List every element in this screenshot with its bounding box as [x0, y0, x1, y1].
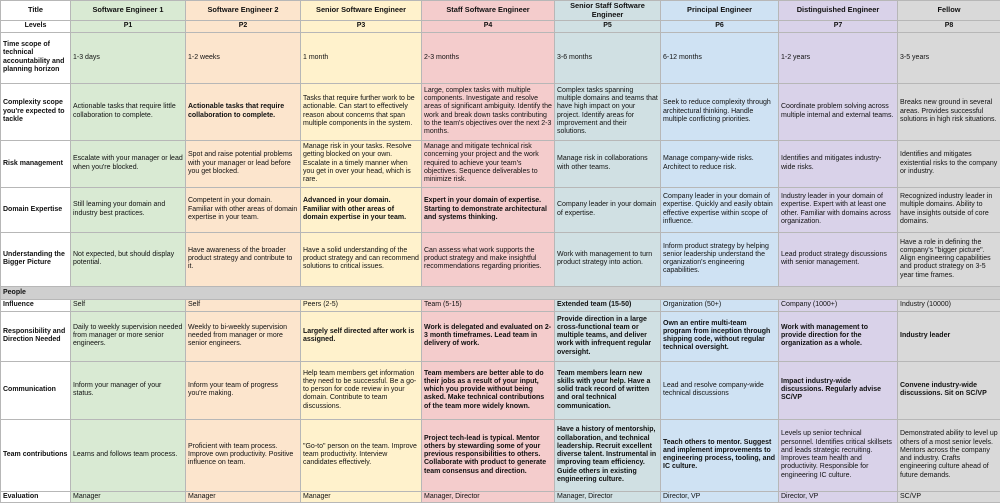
cell-domain: Company leader in your domain of expertise. Quickly and easily obtain effective expertise within scope of influence.	[661, 187, 779, 232]
cell-responsibility: Daily to weekly supervision needed from manager or more senior engineers.	[71, 311, 186, 361]
cell-communication: Lead and resolve company-wide technical discussions	[661, 361, 779, 419]
cell-risk: Manage and mitigate technical risk concerning your project and the work required to achieve your team's objectives. Sequence deliverables to minimize risk.	[422, 140, 555, 187]
row-header: Risk management	[1, 140, 71, 187]
level-code: P2	[186, 21, 301, 32]
cell-domain: Recognized industry leader in multiple domains. Ability to have insights outside of core domains.	[898, 187, 1000, 232]
cell-risk: Manage company-wide risks. Architect to reduce risk.	[661, 140, 779, 187]
cell-evaluation: Manager	[71, 491, 186, 502]
cell-risk: Identifies and mitigates existential risks to the company or industry.	[898, 140, 1000, 187]
level-code: P6	[661, 21, 779, 32]
cell-influence: Peers (2-5)	[301, 299, 422, 311]
cell-communication: Impact industry-wide discussions. Regularly advise SC/VP	[779, 361, 898, 419]
cell-bigger-picture: Have a solid understanding of the product strategy and can recommend solutions to critical issues.	[301, 232, 422, 286]
row-title	[1, 1, 1000, 21]
cell-team-contributions: "Go-to" person on the team. Improve team productivity. Interview candidates effectively.	[301, 419, 422, 491]
cell-team-contributions: Levels up senior technical personnel. Identifies critical skillsets and leads strategic recruiting. Improves team health and productivity. Responsible for engineering IC culture.	[779, 419, 898, 491]
cell-evaluation: Manager, Director	[422, 491, 555, 502]
row-header: Complexity scope you're expected to tackle	[1, 83, 71, 140]
row-header: Responsibility and Direction Needed	[1, 311, 71, 361]
row-responsibility	[1, 311, 1000, 361]
cell-bigger-picture: Not expected, but should display potential.	[71, 232, 186, 286]
cell-responsibility: Work is delegated and evaluated on 2-3 month timeframes. Lead team in delivery of work.	[422, 311, 555, 361]
row-header: Evaluation	[1, 491, 71, 502]
cell-complexity: Complex tasks spanning multiple domains and teams that have high impact on your project. Identify areas for improvement and their solutions.	[555, 83, 661, 140]
row-header: Team contributions	[1, 419, 71, 491]
cell-time-scope: 1 month	[301, 32, 422, 83]
cell-team-contributions: Teach others to mentor. Suggest and implement improvements to engineering process, tooling, and IC culture.	[661, 419, 779, 491]
level-title: Principal Engineer	[661, 1, 779, 21]
row-header: Understanding the Bigger Picture	[1, 232, 71, 286]
cell-complexity: Tasks that require further work to be actionable. Can start to effectively reason about concerns that span multiple components in the system.	[301, 83, 422, 140]
row-team-contributions	[1, 419, 1000, 491]
cell-responsibility: Work with management to provide direction for the organization as a whole.	[779, 311, 898, 361]
cell-risk: Escalate with your manager or lead when you're blocked.	[71, 140, 186, 187]
cell-time-scope: 1-2 weeks	[186, 32, 301, 83]
cell-evaluation: Manager, Director	[555, 491, 661, 502]
level-code: P3	[301, 21, 422, 32]
cell-complexity: Seek to reduce complexity through architectural thinking. Handle multiple conflicting priorities.	[661, 83, 779, 140]
level-title: Staff Software Engineer	[422, 1, 555, 21]
cell-influence: Self	[186, 299, 301, 311]
cell-domain: Competent in your domain. Familiar with other areas of domain expertise in your team.	[186, 187, 301, 232]
row-bigger-picture	[1, 232, 1000, 286]
cell-risk: Manage risk in collaborations with other teams.	[555, 140, 661, 187]
cell-responsibility: Provide direction in a large cross-functional team or multiple teams, and deliver work with infrequent regular oversight.	[555, 311, 661, 361]
cell-risk: Identifies and mitigates industry-wide risks.	[779, 140, 898, 187]
level-title: Software Engineer 2	[186, 1, 301, 21]
level-title: Senior Staff Software Engineer	[555, 1, 661, 21]
cell-domain: Still learning your domain and industry best practices.	[71, 187, 186, 232]
cell-team-contributions: Demonstrated ability to level up others of a most senior levels. Mentors across the company and industry. Crafts engineering culture ahead of future demands.	[898, 419, 1000, 491]
cell-evaluation: Manager	[186, 491, 301, 502]
cell-complexity: Breaks new ground in several areas. Provides successful solutions in high risk situations.	[898, 83, 1000, 140]
cell-bigger-picture: Have awareness of the broader product strategy and contribute to it.	[186, 232, 301, 286]
cell-time-scope: 3-6 months	[555, 32, 661, 83]
cell-domain: Company leader in your domain of expertise.	[555, 187, 661, 232]
cell-bigger-picture: Work with management to turn product strategy into action.	[555, 232, 661, 286]
cell-domain: Advanced in your domain. Familiar with other areas of domain expertise in your team.	[301, 187, 422, 232]
cell-time-scope: 2-3 months	[422, 32, 555, 83]
cell-team-contributions: Proficient with team process. Improve own productivity. Positive influence on team.	[186, 419, 301, 491]
cell-domain: Expert in your domain of expertise. Starting to demonstrate architectural and systems thinking.	[422, 187, 555, 232]
level-title: Senior Software Engineer	[301, 1, 422, 21]
row-header: Time scope of technical accountability and planning horizon	[1, 32, 71, 83]
cell-influence: Industry (10000)	[898, 299, 1000, 311]
row-complexity	[1, 83, 1000, 140]
level-title: Distinguished Engineer	[779, 1, 898, 21]
level-code: P7	[779, 21, 898, 32]
cell-evaluation: Manager	[301, 491, 422, 502]
cell-time-scope: 3-5 years	[898, 32, 1000, 83]
cell-responsibility: Industry leader	[898, 311, 1000, 361]
cell-risk: Spot and raise potential problems with your manager or lead before you get blocked.	[186, 140, 301, 187]
cell-complexity: Actionable tasks that require little collaboration to complete.	[71, 83, 186, 140]
cell-bigger-picture: Inform product strategy by helping senior leadership understand the organization's engineering capabilities.	[661, 232, 779, 286]
cell-complexity: Coordinate problem solving across multiple internal and external teams.	[779, 83, 898, 140]
cell-time-scope: 1-3 days	[71, 32, 186, 83]
cell-communication: Help team members get information they need to be successful. Be a go-to person for code review in your domain. Contribute to team discussions.	[301, 361, 422, 419]
cell-evaluation: Director, VP	[779, 491, 898, 502]
cell-bigger-picture: Have a role in defining the company's "bigger picture". Align engineering capabilities and product strategy on 3-5 year time frames.	[898, 232, 1000, 286]
cell-complexity: Actionable tasks that require collaboration to complete.	[186, 83, 301, 140]
row-domain	[1, 187, 1000, 232]
level-code: P1	[71, 21, 186, 32]
cell-communication: Inform your team of progress you're making.	[186, 361, 301, 419]
cell-responsibility: Own an entire multi-team program from inception through shipping code, without regular technical oversight.	[661, 311, 779, 361]
cell-domain: Industry leader in your domain of expertise. Expert with at least one other. Familiar with domains across organization.	[779, 187, 898, 232]
row-header: Communication	[1, 361, 71, 419]
row-levels	[1, 21, 1000, 32]
row-risk	[1, 140, 1000, 187]
row-header: Domain Expertise	[1, 187, 71, 232]
cell-team-contributions: Project tech-lead is typical. Mentor others by stewarding some of your previous responsibilities to others. Collaborate with product to generate team consensus and direction.	[422, 419, 555, 491]
level-code: P8	[898, 21, 1000, 32]
cell-complexity: Large, complex tasks with multiple components. Investigate and resolve areas of significant ambiguity. Identify the work and break down tasks contributing to the team's objectives over the next 2-3 months.	[422, 83, 555, 140]
cell-bigger-picture: Can assess what work supports the product strategy and make insightful recommendations regarding priorities.	[422, 232, 555, 286]
row-influence	[1, 299, 1000, 311]
level-title: Software Engineer 1	[71, 1, 186, 21]
cell-influence: Company (1000+)	[779, 299, 898, 311]
row-header: Influence	[1, 299, 71, 311]
cell-evaluation: Director, VP	[661, 491, 779, 502]
row-header: Levels	[1, 21, 71, 32]
cell-communication: Team members learn new skills with your help. Have a solid track record of written and oral technical communication.	[555, 361, 661, 419]
cell-responsibility: Largely self directed after work is assigned.	[301, 311, 422, 361]
cell-influence: Self	[71, 299, 186, 311]
cell-time-scope: 6-12 months	[661, 32, 779, 83]
section-label: People	[1, 286, 1000, 299]
cell-evaluation: SC/VP	[898, 491, 1000, 502]
level-code: P4	[422, 21, 555, 32]
cell-communication: Inform your manager of your status.	[71, 361, 186, 419]
row-time-scope	[1, 32, 1000, 83]
cell-responsibility: Weekly to bi-weekly supervision needed from manager or more senior engineers.	[186, 311, 301, 361]
cell-influence: Extended team (15-50)	[555, 299, 661, 311]
cell-influence: Team (5-15)	[422, 299, 555, 311]
row-header: Title	[1, 1, 71, 21]
cell-bigger-picture: Lead product strategy discussions with senior management.	[779, 232, 898, 286]
level-code: P5	[555, 21, 661, 32]
cell-time-scope: 1-2 years	[779, 32, 898, 83]
section-row-people	[1, 286, 1000, 299]
cell-team-contributions: Have a history of mentorship, collaboration, and technical leadership. Recruit excellent diverse talent. Instrumental in improving team efficiency. Guide others in existing engineering culture.	[555, 419, 661, 491]
cell-influence: Organization (50+)	[661, 299, 779, 311]
cell-communication: Convene industry-wide discussions. Sit on SC/VP	[898, 361, 1000, 419]
cell-communication: Team members are better able to do their jobs as a result of your input, which you provide without being asked. Make technical contributions of the team more widely known.	[422, 361, 555, 419]
cell-risk: Manage risk in your tasks. Resolve getting blocked on your own. Escalate in a timely manner when you get in over your head, which is rare.	[301, 140, 422, 187]
level-title: Fellow	[898, 1, 1000, 21]
cell-team-contributions: Learns and follows team process.	[71, 419, 186, 491]
row-communication	[1, 361, 1000, 419]
